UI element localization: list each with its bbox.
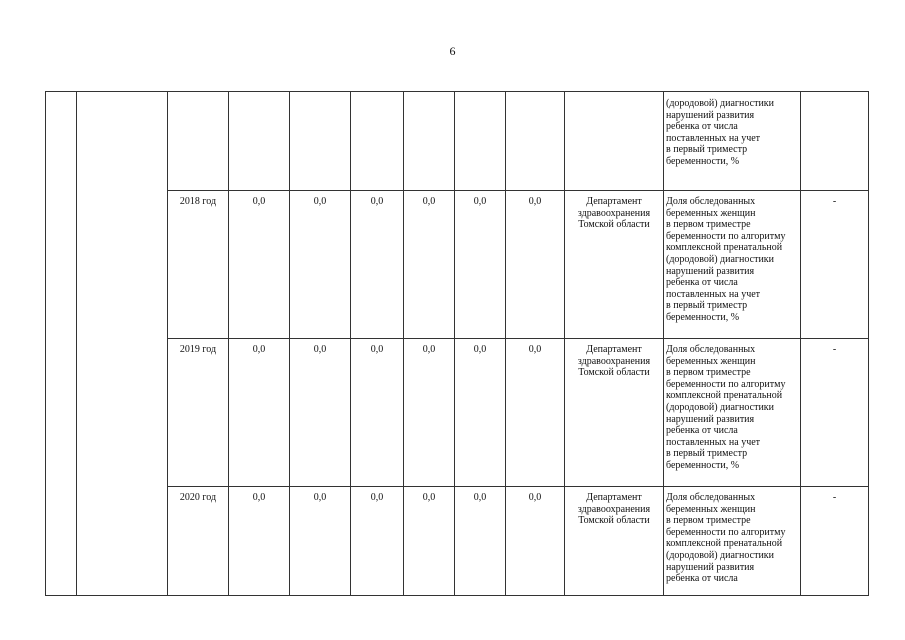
value-cell: 0,0 [229,191,290,339]
value-cell: 0,0 [455,339,506,487]
executor-cell: Департамент здравоохранения Томской области [565,487,664,596]
value-cell: 0,0 [404,487,455,596]
table-row [46,339,869,487]
value-cell: 0,0 [229,339,290,487]
executor-cell: Департамент здравоохранения Томской области [565,191,664,339]
value-cell: 0,0 [351,339,404,487]
target-value-cell: - [801,191,869,339]
value-cell: 0,0 [455,487,506,596]
indicator-cell: Доля обследованных беременных женщин в первом триместре беременности по алгоритму комплексной пренатальной (дородовой) диагностики нарушений развития ребенка от числа поставленных на учет в первый триместр беременности, % [664,339,801,487]
number-cell [46,92,77,596]
value-cell: 0,0 [351,191,404,339]
target-value-cell: - [801,339,869,487]
year-cell: 2018 год [168,191,229,339]
page-number: 6 [449,44,456,58]
value-cell: 0,0 [404,339,455,487]
value-cell: 0,0 [351,487,404,596]
value-cell: 0,0 [290,191,351,339]
indicator-cell: Доля обследованных беременных женщин в первом триместре беременности по алгоритму комплексной пренатальной (дородовой) диагностики нарушений развития ребенка от числа [664,487,801,596]
value-cell: 0,0 [229,487,290,596]
indicator-cell: Доля обследованных беременных женщин в первом триместре беременности по алгоритму комплексной пренатальной (дородовой) диагностики нарушений развития ребенка от числа поставленных на учет в первый триместр беременности, % [664,191,801,339]
program-table [45,91,869,596]
value-cell: 0,0 [455,191,506,339]
executor-cell: Департамент здравоохранения Томской области [565,339,664,487]
target-value-cell: - [801,487,869,596]
task-cell [77,92,168,596]
table-row [46,191,869,339]
value-cell: 0,0 [506,191,565,339]
value-cell: 0,0 [506,487,565,596]
value-cell: 0,0 [290,487,351,596]
indicator-cell: (дородовой) диагностики нарушений развития ребенка от числа поставленных на учет в первый триместр беременности, % [664,92,801,191]
year-cell: 2019 год [168,339,229,487]
year-cell: 2020 год [168,487,229,596]
value-cell: 0,0 [506,339,565,487]
table-row [46,92,869,191]
table-row [46,487,869,596]
value-cell: 0,0 [290,339,351,487]
value-cell: 0,0 [404,191,455,339]
